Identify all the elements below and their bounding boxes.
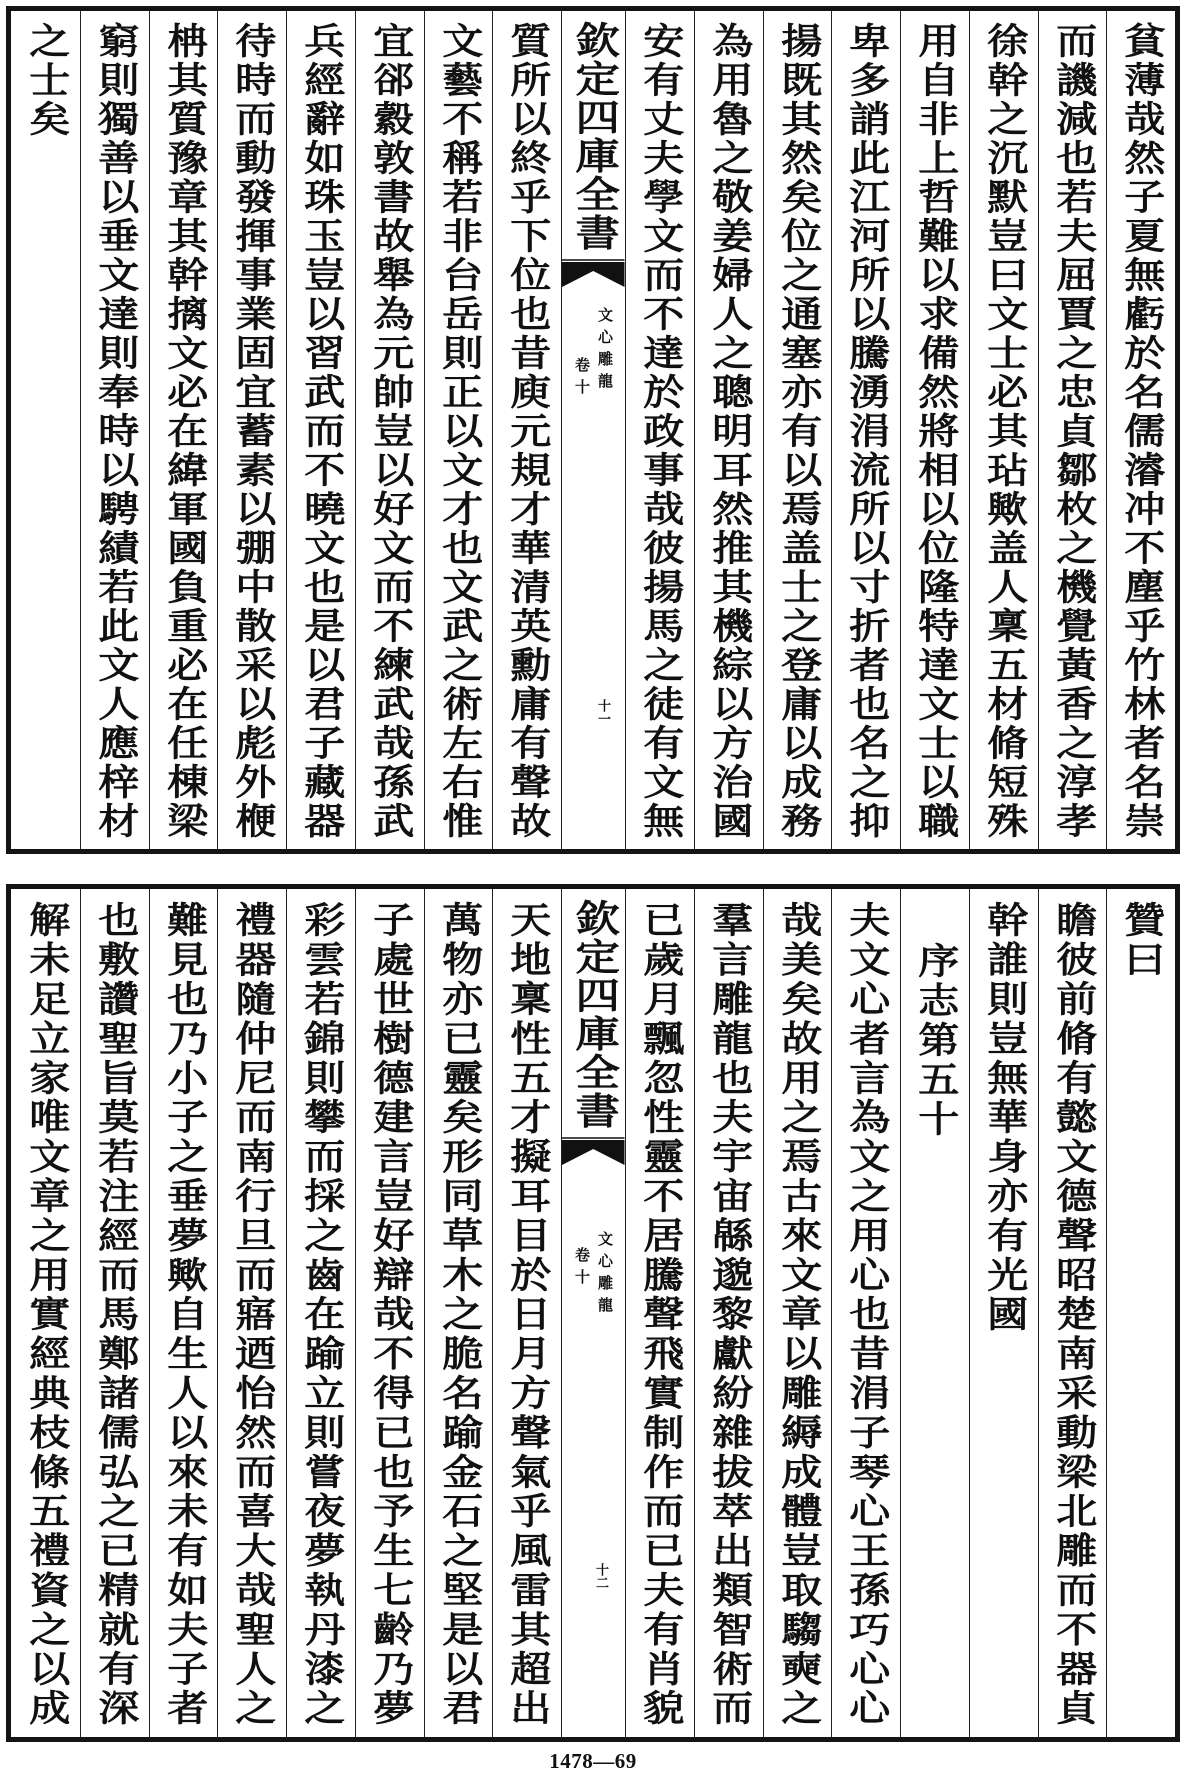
column-text: 兵經辭如珠玉豈以習武而不曉文也是以君子藏器 — [297, 22, 346, 841]
text-column — [149, 889, 218, 1737]
text-column — [355, 11, 424, 849]
collection-title: 欽定四庫全書 — [567, 21, 621, 252]
column-text: 宜郤縠敦書故舉為元帥豈以好文而不練武哉孫武 — [366, 22, 415, 841]
column-text: 夫文心者言為文之用心也昔涓子琴心王孫巧心心 — [843, 901, 892, 1729]
text-column — [424, 889, 493, 1737]
fishtail-mark — [562, 259, 625, 289]
center-gutter — [561, 889, 625, 1737]
column-text: 哉美矣故用之焉古來文章以雕縟成體豈取騶奭之 — [774, 901, 823, 1729]
column-text: 為用魯之敬姜婦人之聰明耳然推其機綜以方治國 — [705, 22, 754, 841]
leaf-number: 十一 — [595, 699, 610, 725]
column-text: 禮器隨仲尼而南行旦而寤迺怡然而喜大哉聖人之 — [229, 901, 278, 1729]
leaf-number: 十二 — [593, 1563, 608, 1589]
text-column — [694, 11, 763, 849]
volume-label: 卷十 — [573, 357, 591, 401]
column-text: 瞻彼前脩有懿文德聲昭楚南采動梁北雕而不器貞 — [1049, 901, 1098, 1729]
text-column — [492, 11, 561, 849]
zan-heading: 贊曰 — [1118, 901, 1167, 980]
volume-label: 卷十 — [573, 1247, 591, 1291]
text-column — [11, 11, 80, 849]
column-text: 之士矣 — [23, 22, 71, 139]
text-column — [492, 889, 561, 1737]
column-text: 窮則獨善以垂文達則奉時以騁績若此文人應梓材 — [91, 22, 140, 841]
text-column — [969, 11, 1038, 849]
text-column — [355, 889, 424, 1737]
column-text: 幹誰則豈無華身亦有光國 — [980, 901, 1029, 1335]
column-text: 子處世樹德建言豈好辯哉不得已也予生七齡乃夢 — [366, 901, 415, 1729]
column-text: 安有丈夫學文而不達於政事哉彼揚馬之徒有文無 — [636, 22, 685, 841]
column-text: 質所以終乎下位也昔庾元規才華清英勳庸有聲故 — [504, 22, 553, 841]
column-text: 貧薄哉然子夏無虧於名儒濬冲不塵乎竹林者名崇 — [1118, 22, 1167, 841]
column-text: 待時而動發揮事業固宜蓄素以弸中散采以彪外楩 — [229, 22, 278, 841]
column-text: 用自非上哲難以求備然將相以位隆特達文士以職 — [911, 22, 960, 841]
column-text: 也敷讚聖旨莫若注經而馬鄭諸儒弘之已精就有深 — [91, 901, 140, 1729]
chapter-heading: 序志第五十 — [911, 942, 960, 1139]
leaf-lower — [6, 884, 1180, 1742]
text-column — [625, 889, 694, 1737]
text-column — [1038, 889, 1107, 1737]
column-text: 已歲月飄忽性靈不居騰聲飛實制作而已夫有肖貌 — [636, 901, 685, 1729]
text-column — [217, 889, 286, 1737]
column-text: 難見也乃小子之垂夢歟自生人以來未有如夫子者 — [160, 901, 209, 1729]
column-text: 彩雲若錦則攀而採之齒在踰立則嘗夜夢執丹漆之 — [297, 901, 346, 1729]
column-text: 揚既其然矣位之通塞亦有以焉盖士之登庸以成務 — [774, 22, 823, 841]
column-text: 柟其質豫章其幹摛文必在緯軍國負重必在任棟梁 — [160, 22, 209, 841]
text-column — [1038, 11, 1107, 849]
text-column — [969, 889, 1038, 1737]
text-column — [831, 889, 900, 1737]
leaf-upper — [6, 6, 1180, 854]
text-column — [1106, 11, 1175, 849]
text-column — [149, 11, 218, 849]
column-text: 卑多誚此江河所以騰湧涓流所以寸折者也名之抑 — [843, 22, 892, 841]
fishtail-shape — [562, 262, 625, 287]
column-text: 而譏減也若夫屈賈之忠貞鄒枚之機覺黃香之淳孝 — [1049, 22, 1098, 841]
collection-title: 欽定四庫全書 — [567, 899, 621, 1130]
column-text: 文藝不稱若非台岳則正以文才也文武之術左右惟 — [435, 22, 484, 841]
text-column — [625, 11, 694, 849]
text-column — [286, 889, 355, 1737]
column-text: 萬物亦已靈矣形同草木之脆名踰金石之堅是以君 — [435, 901, 484, 1729]
text-column — [763, 889, 832, 1737]
text-column — [80, 889, 149, 1737]
fishtail-shape — [562, 1140, 625, 1165]
text-column — [831, 11, 900, 849]
column-text: 羣言雕龍也夫宇宙緜邈黎獻紛雜拔萃出類智術而 — [705, 901, 754, 1729]
print-page-number: 1478—69 — [549, 1749, 637, 1773]
text-column — [1106, 889, 1175, 1737]
text-column — [11, 889, 80, 1737]
book-title: 文心雕龍 — [596, 1231, 614, 1319]
text-column — [763, 11, 832, 849]
text-column — [900, 889, 969, 1737]
text-column — [694, 889, 763, 1737]
text-column — [286, 11, 355, 849]
text-column — [424, 11, 493, 849]
fishtail-mark — [562, 1137, 625, 1167]
column-text: 天地稟性五才擬耳目於日月方聲氣乎風雷其超出 — [504, 901, 553, 1729]
text-column — [80, 11, 149, 849]
center-gutter — [561, 11, 625, 849]
book-title: 文心雕龍 — [596, 307, 614, 395]
column-text: 徐幹之沉默豈曰文士必其玷歟盖人稟五材脩短殊 — [980, 22, 1029, 841]
column-text: 解未足立家唯文章之用實經典枝條五禮資之以成 — [23, 901, 71, 1729]
text-column — [900, 11, 969, 849]
text-column — [217, 11, 286, 849]
